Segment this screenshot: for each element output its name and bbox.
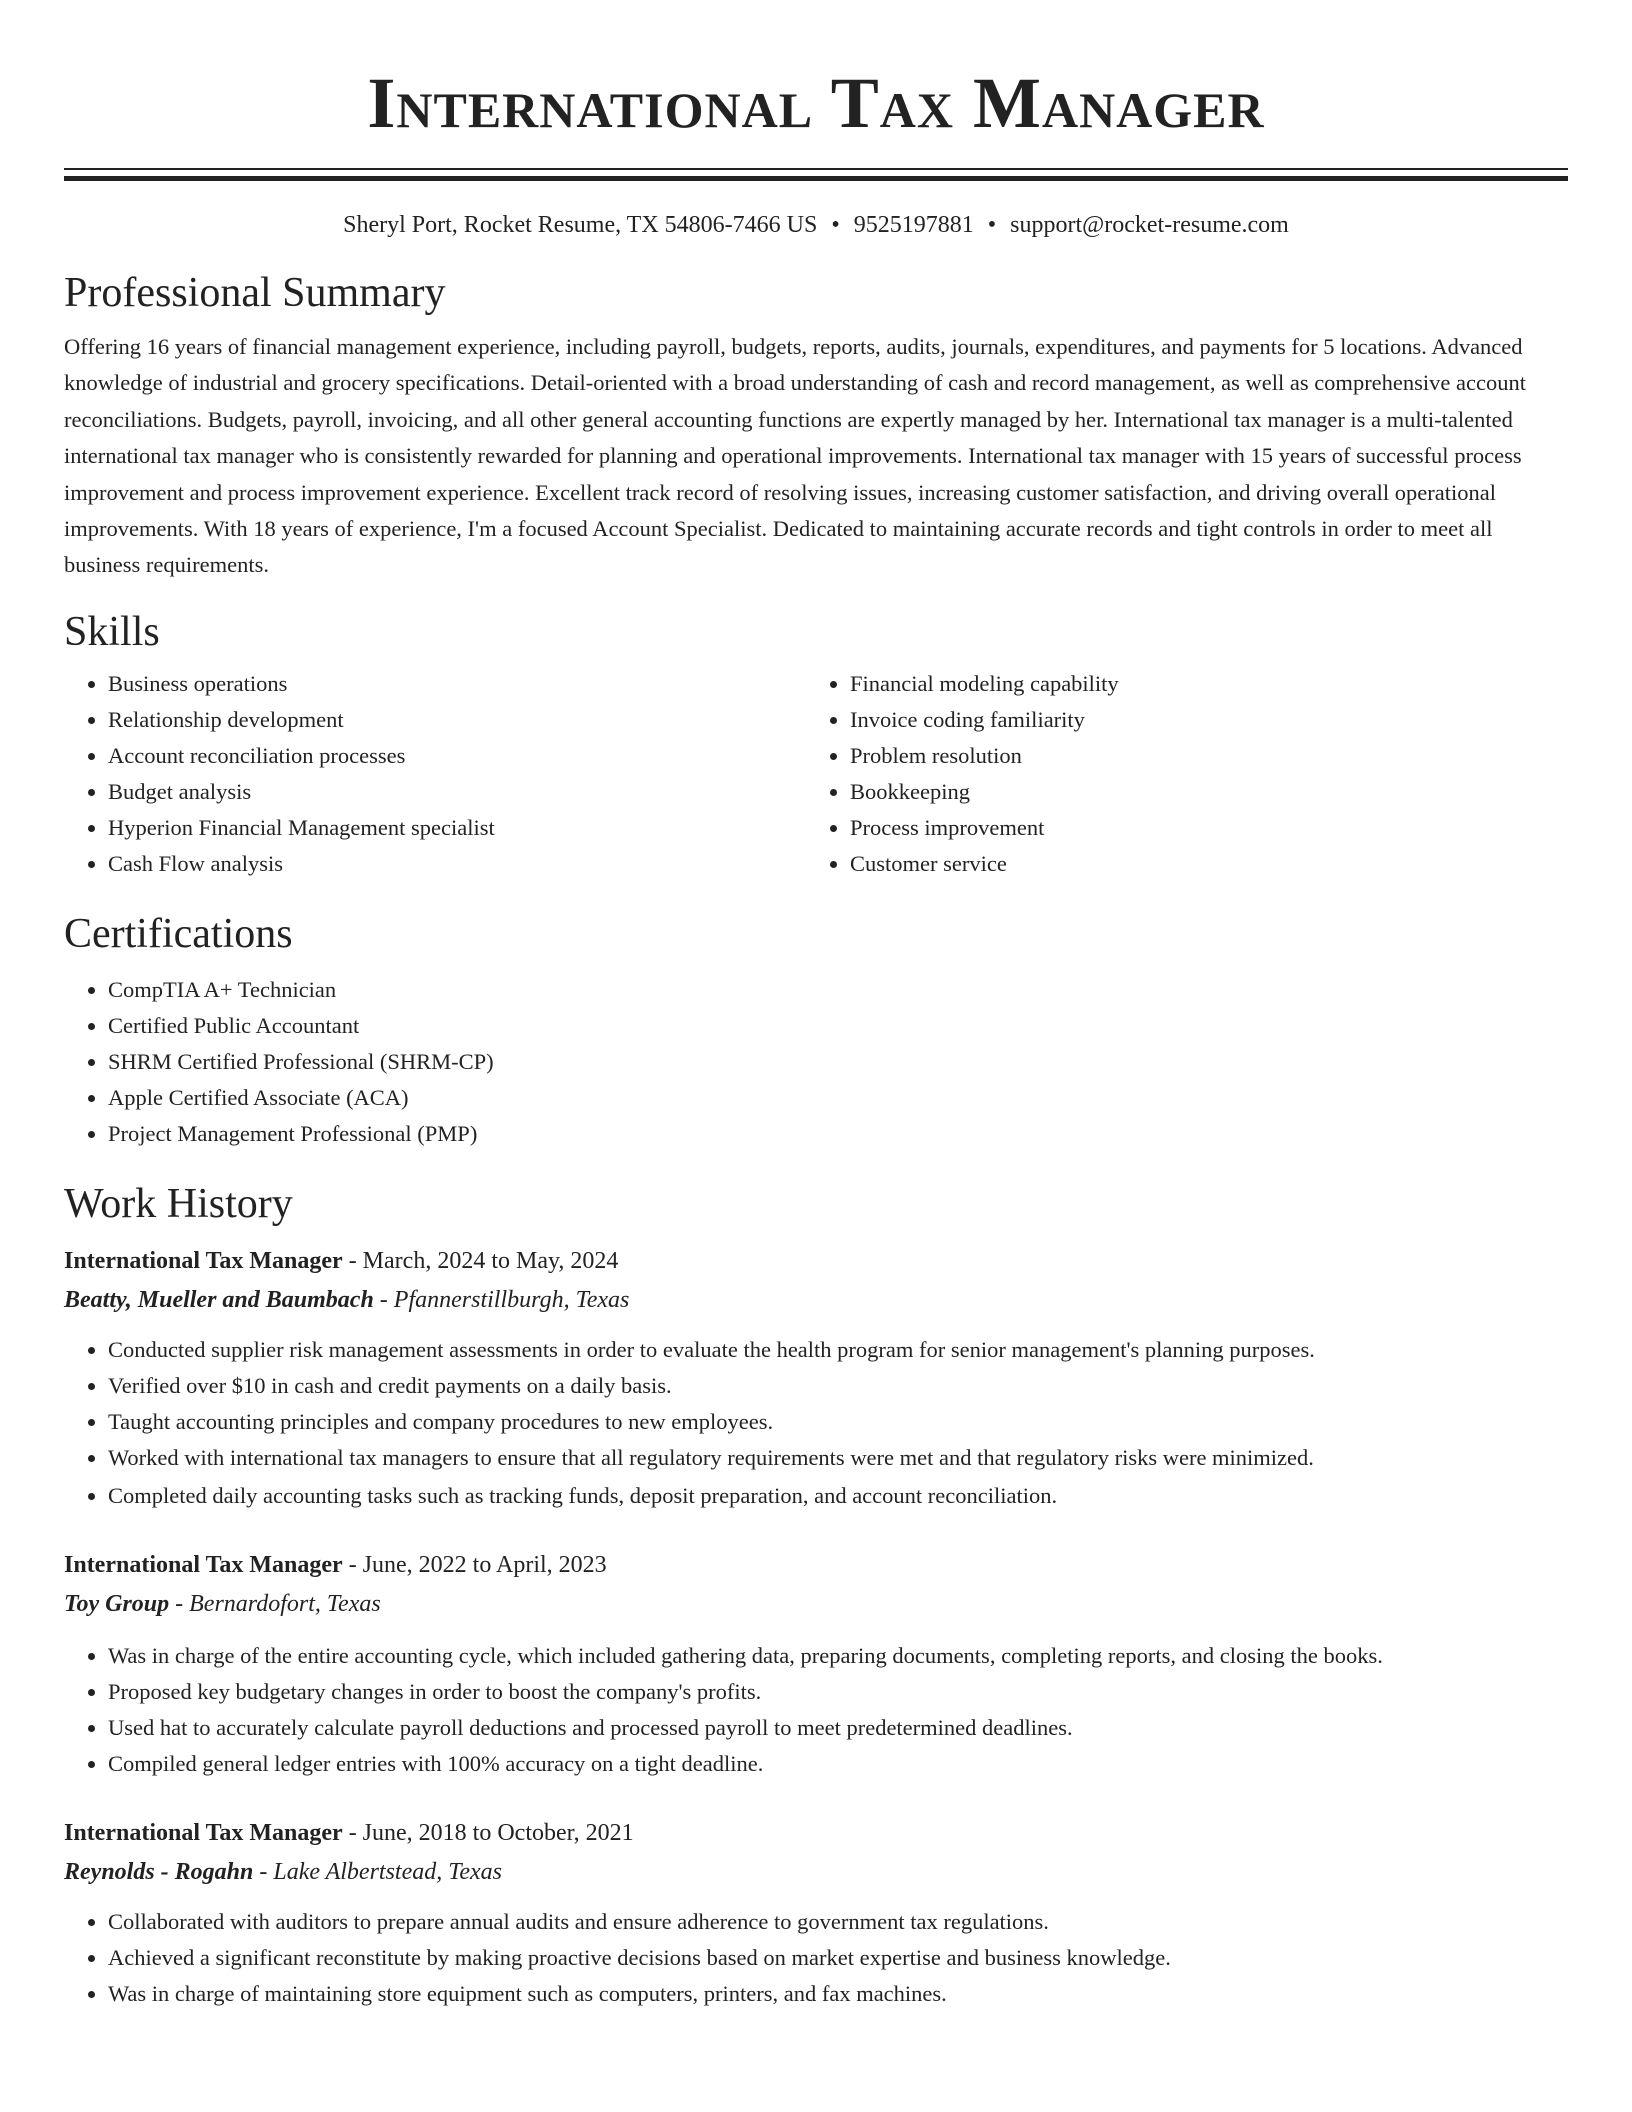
contact-separator: • (987, 212, 997, 238)
skill-item: • Financial modeling capability (850, 666, 1548, 702)
skill-item: • Process improvement (850, 810, 1548, 846)
certification-item: • SHRM Certified Professional (SHRM-CP) (108, 1044, 1568, 1080)
skill-item: • Hyperion Financial Management specialist (108, 810, 806, 846)
title-divider-thin (64, 168, 1568, 170)
job-duty-item: • Used hat to accurately calculate payroll deductions and processed payroll to meet predetermined deadlines. (108, 1710, 1568, 1746)
certification-item: • CompTIA A+ Technician (108, 972, 1568, 1008)
certification-item: • Certified Public Accountant (108, 1008, 1568, 1044)
job-company: Beatty, Mueller and Baumbach (64, 1286, 374, 1313)
job-title: International Tax Manager (64, 1247, 343, 1274)
job-employer (64, 1584, 1568, 1624)
certifications-heading: Certifications (64, 910, 293, 957)
skill-item: • Bookkeeping (850, 774, 1548, 810)
job-duties-list (64, 1904, 1568, 2012)
contact-phone: 9525197881 (853, 212, 974, 238)
skills-list-right (806, 666, 1548, 882)
job-duty-item: • Achieved a significant reconstitute by making proactive decisions based on market expertise and business knowledge. (108, 1940, 1568, 1976)
job-company: Reynolds - Rogahn (64, 1858, 254, 1885)
job-duty-item: • Was in charge of maintaining store equipment such as computers, printers, and fax machines. (108, 1976, 1568, 2012)
job-duty-item: • Worked with international tax managers to ensure that all regulatory requirements were met and that regulatory risks were minimized. (108, 1440, 1568, 1476)
skills-column-right (806, 666, 1548, 882)
contact-line (64, 209, 1568, 241)
job-employer (64, 1852, 1568, 1892)
skills-list-left (64, 666, 806, 882)
skills-heading: Skills (64, 608, 160, 655)
skill-item: • Account reconciliation processes (108, 738, 806, 774)
contact-email: support@rocket-resume.com (1010, 212, 1289, 238)
job-dates: - June, 2018 to October, 2021 (348, 1819, 634, 1846)
skill-item: • Problem resolution (850, 738, 1548, 774)
job-header (64, 1814, 1568, 1852)
skill-item: • Cash Flow analysis (108, 846, 806, 882)
contact-address: Sheryl Port, Rocket Resume, TX 54806-7466 US (343, 212, 818, 238)
skill-item: • Relationship development (108, 702, 806, 738)
job-duties-list (64, 1638, 1568, 1782)
job-dates: - March, 2024 to May, 2024 (348, 1247, 619, 1274)
title-divider-thick (64, 176, 1568, 181)
job-duty-item: • Proposed key budgetary changes in order to boost the company's profits. (108, 1674, 1568, 1710)
job-duty-item: • Conducted supplier risk management assessments in order to evaluate the health program for senior management's planning purposes. (108, 1332, 1568, 1368)
job-duty-item: • Verified over $10 in cash and credit payments on a daily basis. (108, 1368, 1568, 1404)
job-duty-item: • Taught accounting principles and company procedures to new employees. (108, 1404, 1568, 1440)
job-duty-item: • Was in charge of the entire accounting cycle, which included gathering data, preparing documents, completing reports, and closing the books. (108, 1638, 1568, 1674)
job-company: Toy Group (64, 1590, 170, 1617)
certification-item: • Apple Certified Associate (ACA) (108, 1080, 1568, 1116)
contact-separator: • (831, 212, 840, 238)
job-duty-item: • Completed daily accounting tasks such as tracking funds, deposit preparation, and account reconciliation. (108, 1478, 1568, 1514)
work-history-heading: Work History (64, 1180, 293, 1227)
job-header (64, 1546, 1568, 1584)
summary-heading: Professional Summary (64, 270, 446, 316)
job-duty-item: • Compiled general ledger entries with 100% accuracy on a tight deadline. (108, 1746, 1568, 1782)
job-location: - Bernardofort, Texas (175, 1590, 381, 1617)
skill-item: • Invoice coding familiarity (850, 702, 1548, 738)
summary-text: Offering 16 years of financial management experience, including payroll, budgets, reports, audits, journals, expenditures, and payments for 5 locations. Advanced knowledge of industrial and grocery specifications. Detail-oriented with a broad understanding of cash and record management, as well as comprehensive account reconciliations. Budgets, payroll, invoicing, and all other general accounting functions are expertly managed by her. International tax manager is a multi-talented international tax manager who is consistently rewarded for planning and operational improvements. International tax manager with 15 years of successful process improvement and process improvement experience. Excellent track record of resolving issues, increasing customer satisfaction, and driving overall operational improvements. With 18 years of experience, I'm a focused Account Specialist. Dedicated to maintaining accurate records and tight controls in order to meet all business requirements. (64, 334, 1526, 578)
job-location: - Lake Albertstead, Texas (259, 1858, 503, 1885)
certification-item: • Project Management Professional (PMP) (108, 1116, 1568, 1152)
job-employer (64, 1280, 1568, 1320)
skill-item: • Business operations (108, 666, 806, 702)
skill-item: • Budget analysis (108, 774, 806, 810)
job-title: International Tax Manager (64, 1819, 343, 1846)
job-duty-item: • Collaborated with auditors to prepare annual audits and ensure adherence to government tax regulations. (108, 1904, 1568, 1940)
certifications-list (64, 972, 1568, 1152)
job-header (64, 1242, 1568, 1280)
skill-item: • Customer service (850, 846, 1548, 882)
skills-column-left (64, 666, 806, 882)
resume-page (64, 0, 1568, 2012)
job-location: - Pfannerstillburgh, Texas (379, 1286, 630, 1313)
resume-title: International Tax Manager (367, 63, 1265, 143)
skills-columns (64, 666, 1568, 882)
job-dates: - June, 2022 to April, 2023 (348, 1551, 607, 1578)
job-title: International Tax Manager (64, 1551, 343, 1578)
job-duties-list (64, 1332, 1568, 1514)
